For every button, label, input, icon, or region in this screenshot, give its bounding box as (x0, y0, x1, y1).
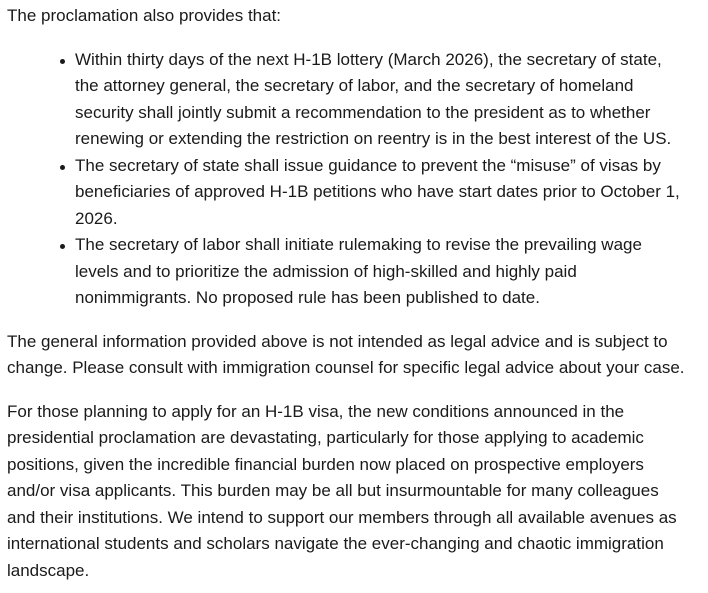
provision-item-lottery-recommendation (75, 47, 680, 153)
provision-text: Within thirty days of the next H-1B lottery (March 2026), the secretary of state, the attorney general, the secretary of labor, and the secretary of homeland security shall jointly submit a recommendation to the president as to whether renewing or extending the restriction on reentry is in the best interest of the US. (75, 49, 672, 148)
closing-paragraph: For those planning to apply for an H-1B visa, the new conditions announced in the presidential proclamation are devastating, particularly for those applying to academic positions, given the incredible financial burden now placed on prospective employers and/or visa applicants. This burden may be all but insurmountable for many colleagues and their institutions. We intend to support our members through all available avenues as international students and scholars navigate the ever-changing and chaotic immigration landscape. (7, 401, 677, 580)
provision-item-visa-guidance (75, 153, 680, 233)
disclaimer-paragraph: The general information provided above is not intended as legal advice and is subject to change. Please consult with immigration counsel for specific legal advice about your case. (7, 331, 685, 377)
bullet-icon (60, 165, 65, 170)
provision-text: The secretary of state shall issue guidance to prevent the “misuse” of visas by beneficiaries of approved H-1B petitions who have start dates prior to October 1, 2026. (75, 155, 680, 228)
provision-text: The secretary of labor shall initiate rulemaking to revise the prevailing wage levels and to prioritize the admission of high-skilled and highly paid nonimmigrants. No proposed rule has been published to date. (75, 235, 642, 307)
bullet-icon (60, 59, 65, 64)
intro-paragraph: The proclamation also provides that: (7, 6, 282, 25)
provisions-list (7, 47, 680, 312)
provision-item-wage-rulemaking (75, 232, 680, 312)
bullet-icon (60, 244, 65, 249)
